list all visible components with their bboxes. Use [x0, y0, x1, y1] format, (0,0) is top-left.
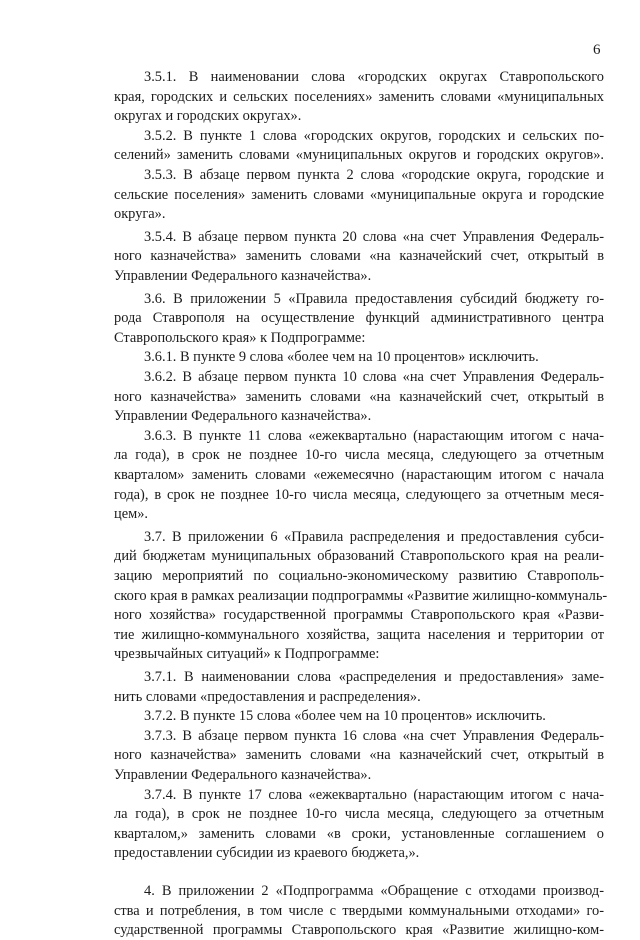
- text-line: края, городских и сельских поселениях» заменить словами «муниципальных: [114, 89, 604, 105]
- page-number: 6: [593, 42, 601, 58]
- text-line: 3.5.4. В абзаце первом пункта 20 слова «на счет Управления Федераль-: [144, 229, 604, 245]
- text-line: 3.6.2. В абзаце первом пункта 10 слова «на счет Управления Федераль-: [144, 369, 604, 385]
- text-line: селений» заменить словами «муниципальных округов и городских округов».: [114, 147, 604, 163]
- text-line: 4. В приложении 2 «Подпрограмма «Обращение с отходами производ-: [144, 883, 604, 899]
- text-line: 3.7.3. В абзаце первом пункта 16 слова «на счет Управления Федераль-: [144, 728, 604, 744]
- text-line: ла года), в срок не позднее 10-го числа месяца, следующего за отчетным: [114, 806, 604, 822]
- text-line: тие жилищно-коммунального хозяйства, защита населения и территории от: [114, 627, 604, 643]
- text-line: года), в срок не позднее 10-го числа месяца, следующего за отчетным меся-: [114, 487, 604, 503]
- text-line: зацию мероприятий по социально-экономическому развитию Ставрополь-: [114, 568, 604, 584]
- text-line: округа».: [114, 206, 166, 222]
- text-line: ного казначейства» заменить словами «на казначейский счет, открытый в: [114, 389, 604, 405]
- text-line: Управлении Федерального казначейства».: [114, 408, 372, 424]
- text-line: кварталом,» заменить словами «в сроки, установленные соглашением о: [114, 826, 604, 842]
- text-line: ного казначейства» заменить словами «на казначейский счет, открытый в: [114, 747, 604, 763]
- text-line: сельские поселения» заменить словами «муниципальные округа и городские: [114, 187, 604, 203]
- text-line: Ставропольского края» к Подпрограмме:: [114, 330, 366, 346]
- text-line: предоставлении субсидии из краевого бюджета,».: [114, 845, 420, 861]
- text-line: округах и городских округах».: [114, 108, 302, 124]
- text-line: ла года), в срок не позднее 10-го числа месяца, следующего за отчетным: [114, 447, 604, 463]
- text-line: рода Ставрополя на осуществление функций административного центра: [114, 310, 604, 326]
- text-line: ного хозяйства» государственной программы Ставропольского края «Разви-: [114, 607, 604, 623]
- text-line: ства и потребления, в том числе с твердыми коммунальными отходами» го-: [114, 903, 604, 919]
- text-line: дий бюджетам муниципальных образований Ставропольского края на реали-: [114, 548, 604, 564]
- text-line: 3.7.4. В пункте 17 слова «ежеквартально (нарастающим итогом с нача-: [144, 787, 604, 803]
- text-line: ского края в рамках реализации подпрограммы «Развитие жилищно-коммуналь-: [114, 588, 608, 604]
- text-line: 3.5.3. В абзаце первом пункта 2 слова «городские округа, городские и: [144, 167, 604, 183]
- text-line: 3.7.1. В наименовании слова «распределения и предоставления» заме-: [144, 669, 604, 685]
- text-line: 3.6.1. В пункте 9 слова «более чем на 10 процентов» исключить.: [144, 349, 539, 365]
- text-line: чрезвычайных ситуаций» к Подпрограмме:: [114, 646, 380, 662]
- text-line: 3.7.2. В пункте 15 слова «более чем на 10 процентов» исключить.: [144, 708, 546, 724]
- text-line: цем».: [114, 506, 148, 522]
- text-line: сударственной программы Ставропольского края «Развитие жилищно-ком-: [114, 922, 604, 938]
- text-line: 3.5.1. В наименовании слова «городских округах Ставропольского: [144, 69, 604, 85]
- text-line: ного казначейства» заменить словами «на казначейский счет, открытый в: [114, 248, 604, 264]
- text-line: Управлении Федерального казначейства».: [114, 767, 372, 783]
- text-line: 3.7. В приложении 6 «Правила распределения и предоставления субси-: [144, 529, 604, 545]
- text-line: нить словами «предоставления и распределения».: [114, 689, 421, 705]
- text-line: Управлении Федерального казначейства».: [114, 268, 372, 284]
- text-line: 3.6.3. В пункте 11 слова «ежеквартально (нарастающим итогом с нача-: [144, 428, 604, 444]
- text-line: кварталом» заменить словами «ежемесячно (нарастающим итогом с начала: [114, 467, 604, 483]
- text-line: 3.6. В приложении 5 «Правила предоставления субсидий бюджету го-: [144, 291, 604, 307]
- text-line: 3.5.2. В пункте 1 слова «городских округов, городских и сельских по-: [144, 128, 604, 144]
